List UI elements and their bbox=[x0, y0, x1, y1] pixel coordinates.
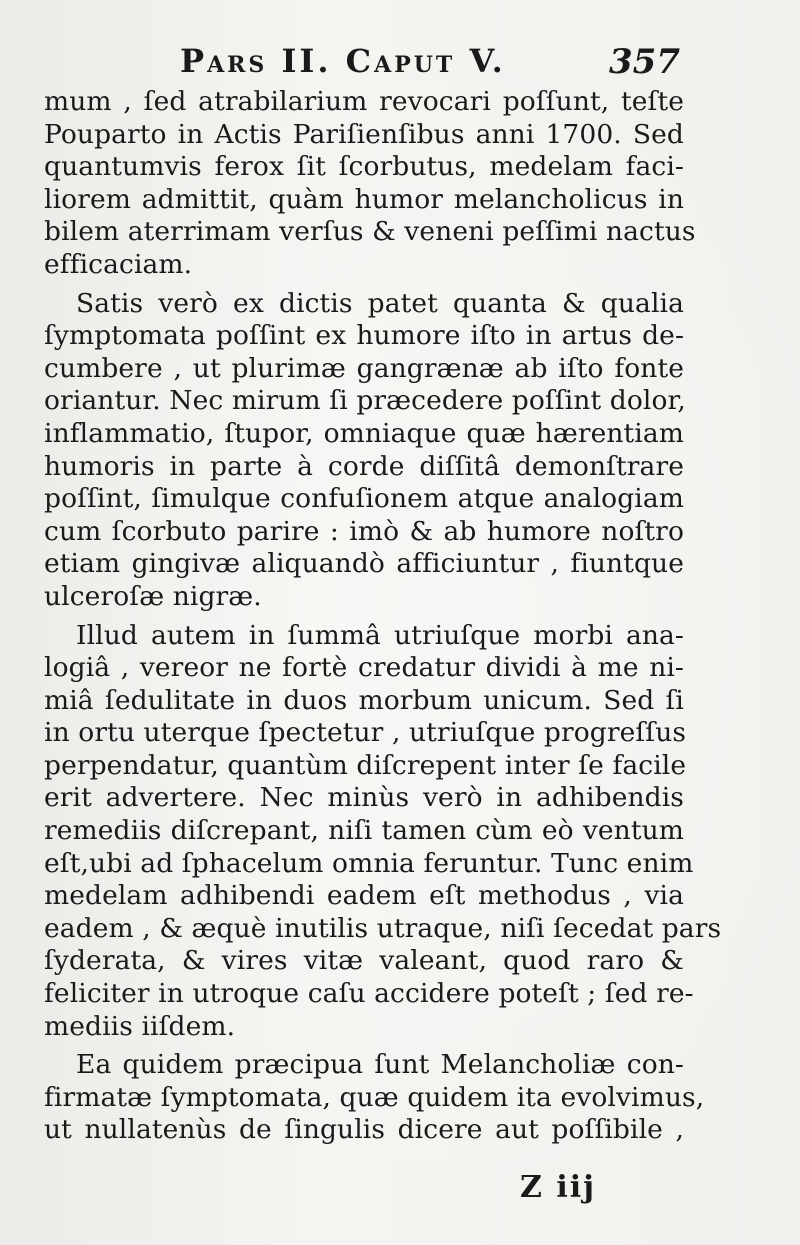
text-line: liorem admittit, quàm humor melancholicus in bbox=[44, 183, 684, 215]
text-line: Satis verò ex dictis patet quanta & qualia bbox=[76, 287, 684, 319]
text-line: humoris in parte à corde diſſitâ demonſtrare bbox=[44, 450, 684, 482]
text-line: inflammatio, ſtupor, omniaque quæ hærentiam bbox=[44, 417, 684, 449]
text-line: Ea quidem præcipua ſunt Melancholiæ con- bbox=[76, 1049, 684, 1081]
text-line: perpendatur, quantùm diſcrepent inter ſe facile bbox=[44, 749, 687, 781]
body-text bbox=[44, 86, 722, 1147]
text-line: medelam adhibendi eadem eſt methodus , via bbox=[44, 880, 684, 912]
text-line: miâ ſedulitate in duos morbum unicum. Sed ſi bbox=[44, 684, 684, 716]
text-line: bilem aterrimam verſus & veneni peſſimi nactus bbox=[44, 216, 696, 248]
text-line: cumbere , ut plurimæ gangrænæ ab iſto fonte bbox=[44, 352, 684, 384]
text-line: in ortu uterque ſpectetur , utriuſque progreſſus bbox=[44, 717, 687, 749]
text-line: Pouparto in Actis Pariſienſibus anni 1700. Sed bbox=[44, 118, 684, 150]
text-line: Illud autem in ſummâ utriuſque morbi ana- bbox=[76, 619, 684, 651]
signature-mark: Z iij bbox=[520, 1170, 596, 1205]
text-line: mum , ſed atrabilarium revocari poſſunt, teſte bbox=[44, 86, 684, 117]
text-line: ſymptomata poſſint ex humore iſto in artus de- bbox=[44, 320, 684, 352]
text-line: eadem , & æquè inutilis utraque, niſi ſecedat pars bbox=[44, 912, 722, 944]
text-line: eſt,ubi ad ſphacelum omnia feruntur. Tunc enim bbox=[44, 847, 694, 879]
text-line: mediis iiſdem. bbox=[44, 1010, 236, 1042]
text-line: efficaciam. bbox=[44, 248, 193, 280]
text-line: logiâ , vereor ne fortè credatur dividi à me ni- bbox=[44, 652, 684, 684]
text-line: oriantur. Nec mirum ſi præcedere poſſint dolor, bbox=[44, 385, 686, 417]
text-line: poſſint, ſimulque confuſionem atque analogiam bbox=[44, 483, 684, 515]
text-line: erit advertere. Nec minùs verò in adhibendis bbox=[44, 782, 684, 814]
text-line: quantumvis ferox ſit ſcorbutus, medelam faci- bbox=[44, 151, 684, 183]
text-line: cum ſcorbuto parire : imò & ab humore noſtro bbox=[44, 515, 684, 547]
text-line: feliciter in utroque caſu accidere poteſt ; ſed re- bbox=[44, 978, 694, 1010]
text-line: remediis diſcrepant, niſi tamen cùm eò ventum bbox=[44, 815, 684, 847]
text-line: etiam gingivæ aliquandò afficiuntur , fiuntque bbox=[44, 548, 684, 580]
text-line: firmatæ ſymptomata, quæ quidem ita evolvimus, bbox=[44, 1081, 705, 1113]
running-head: Pars II. Caput V. bbox=[180, 42, 506, 80]
text-line: ut nullatenùs de ſingulis dicere aut poſſibile , bbox=[44, 1114, 684, 1146]
text-line: ſyderata, & vires vitæ valeant, quod raro & bbox=[44, 945, 684, 977]
page-header bbox=[170, 42, 690, 88]
page-number: 357 bbox=[609, 42, 680, 82]
text-line: ulceroſæ nigræ. bbox=[44, 580, 262, 612]
